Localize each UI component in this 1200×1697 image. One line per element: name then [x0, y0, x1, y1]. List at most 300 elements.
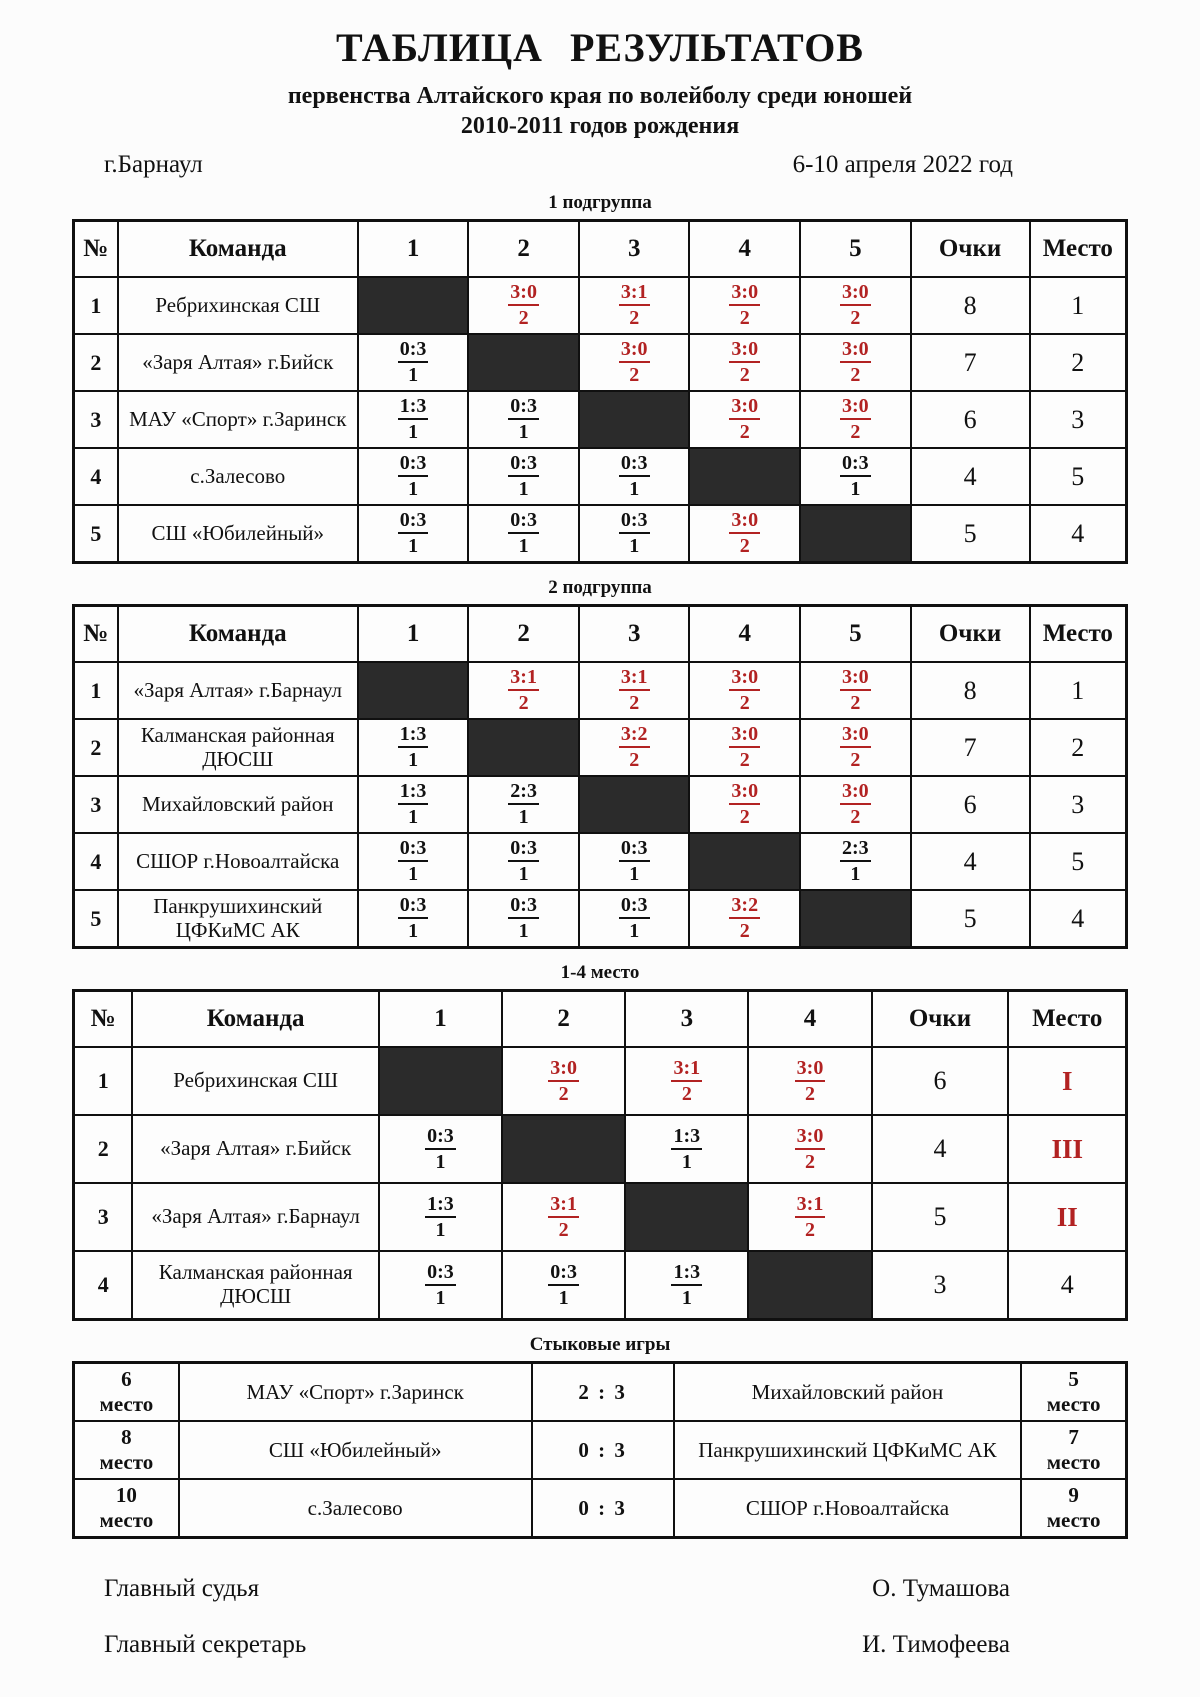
group-title-3: 1-4 место — [560, 962, 640, 983]
score-value: 3:0 — [548, 1058, 579, 1082]
score-value: 3:0 — [729, 339, 760, 363]
score-value: 0:3 — [508, 453, 539, 477]
score-value: 3:0 — [619, 339, 650, 363]
table-row — [74, 719, 1127, 776]
judge-label: Главный судья — [104, 1575, 260, 1602]
results-table-3 — [72, 989, 1128, 1321]
match-score — [804, 667, 907, 714]
score-value: 3:0 — [729, 282, 760, 306]
column-header: 5 — [800, 221, 911, 278]
team-cell: МАУ «Спорт» г.Заринск — [118, 391, 358, 448]
table-row — [74, 833, 1127, 890]
diagonal-cell — [748, 1251, 871, 1320]
score-value: 0:3 — [508, 895, 539, 919]
points-cell: 5 — [911, 890, 1030, 948]
match-cell — [502, 1251, 625, 1320]
match-cell — [468, 505, 579, 563]
place-cell: 5 — [1030, 833, 1127, 890]
match-score — [693, 781, 796, 828]
match-cell — [748, 1183, 871, 1251]
column-header: Очки — [911, 606, 1030, 663]
secretary-name: И. Тимофеева — [862, 1631, 1010, 1658]
row-number-cell: 4 — [74, 448, 118, 505]
match-score — [583, 339, 686, 386]
score-value: 0:3 — [548, 1262, 579, 1286]
column-header: 2 — [468, 221, 579, 278]
column-header: Команда — [118, 606, 358, 663]
score-value: 0:3 — [619, 838, 650, 862]
playoff-team-right-cell: СШОР г.Новоалтайска — [674, 1479, 1021, 1538]
playoffs-title: Стыковые игры — [529, 1334, 671, 1355]
header-row — [74, 606, 1127, 663]
column-header: 3 — [579, 606, 690, 663]
points-cell: 4 — [872, 1115, 1009, 1183]
team-cell: Калманская районная ДЮСШ — [132, 1251, 378, 1320]
sets-points: 2 — [739, 307, 750, 329]
sets-points: 1 — [629, 920, 640, 942]
team-cell: «Заря Алтая» г.Барнаул — [118, 662, 358, 719]
column-header: 3 — [579, 221, 690, 278]
match-cell — [358, 505, 469, 563]
score-value: 3:0 — [729, 396, 760, 420]
column-header: № — [74, 991, 133, 1048]
score-value: 0:3 — [619, 453, 650, 477]
sets-points: 1 — [518, 421, 529, 443]
score-value: 1:3 — [425, 1194, 456, 1218]
score-value: 1:3 — [671, 1262, 702, 1286]
match-cell — [468, 833, 579, 890]
match-score — [583, 510, 686, 557]
column-header: 3 — [625, 991, 748, 1048]
score-value: 3:0 — [795, 1126, 826, 1150]
sets-points: 1 — [408, 478, 419, 500]
match-score — [804, 453, 907, 500]
row-number-cell: 3 — [74, 391, 118, 448]
score-value: 0:3 — [425, 1126, 456, 1150]
place-number: 10 — [115, 1482, 137, 1507]
points-cell: 7 — [911, 334, 1030, 391]
subtitle-line1: первенства Алтайского края по волейболу среди юношей — [287, 83, 913, 109]
playoff-place-right-cell — [1021, 1363, 1126, 1422]
match-score — [383, 1126, 498, 1173]
score-value: 3:0 — [795, 1058, 826, 1082]
match-cell — [800, 719, 911, 776]
match-cell — [689, 334, 800, 391]
sets-points: 2 — [518, 692, 529, 714]
score-value: 3:1 — [671, 1058, 702, 1082]
column-header: Место — [1030, 606, 1127, 663]
match-cell — [502, 1047, 625, 1115]
points-cell: 4 — [911, 833, 1030, 890]
playoff-place-left-cell — [74, 1363, 179, 1422]
match-cell — [800, 833, 911, 890]
row-number-cell: 1 — [74, 277, 118, 334]
sets-points: 2 — [739, 364, 750, 386]
place-cell: 2 — [1030, 334, 1127, 391]
points-cell: 5 — [872, 1183, 1009, 1251]
diagonal-cell — [502, 1115, 625, 1183]
diagonal-cell — [689, 448, 800, 505]
column-header: 5 — [800, 606, 911, 663]
score-value: 0:3 — [425, 1262, 456, 1286]
match-score — [472, 282, 575, 329]
playoff-team-right-cell: Панкрушихинский ЦФКиМС АК — [674, 1421, 1021, 1479]
diagonal-cell — [358, 662, 469, 719]
match-score — [362, 453, 465, 500]
place-cell: III — [1008, 1115, 1126, 1183]
sets-points: 2 — [739, 806, 750, 828]
score-value: 3:0 — [508, 282, 539, 306]
meta-row — [72, 151, 1128, 179]
score-value: 3:2 — [729, 895, 760, 919]
row-number-cell: 2 — [74, 1115, 133, 1183]
row-number-cell: 2 — [74, 719, 118, 776]
column-header: 4 — [689, 221, 800, 278]
diagonal-cell — [625, 1183, 748, 1251]
score-value: 3:0 — [729, 667, 760, 691]
score-value: 3:0 — [840, 667, 871, 691]
match-cell — [689, 719, 800, 776]
score-value: 3:0 — [840, 339, 871, 363]
score-value: 0:3 — [398, 838, 429, 862]
score-value: 3:0 — [729, 510, 760, 534]
playoff-team-left-cell: МАУ «Спорт» г.Заринск — [179, 1363, 532, 1422]
place-word: место — [99, 1392, 154, 1416]
points-cell: 8 — [911, 662, 1030, 719]
match-score — [383, 1194, 498, 1241]
sets-points: 2 — [805, 1150, 816, 1173]
score-value: 3:1 — [508, 667, 539, 691]
match-score — [506, 1262, 621, 1309]
match-cell — [689, 391, 800, 448]
sets-points: 1 — [435, 1150, 446, 1173]
match-cell — [358, 776, 469, 833]
match-score — [804, 781, 907, 828]
diagonal-cell — [468, 334, 579, 391]
sets-points: 1 — [518, 478, 529, 500]
sets-points: 2 — [558, 1218, 569, 1241]
score-value: 2:3 — [840, 838, 871, 862]
sets-points: 2 — [629, 749, 640, 771]
sets-points: 2 — [805, 1218, 816, 1241]
match-cell — [748, 1115, 871, 1183]
match-score — [804, 724, 907, 771]
table-row — [74, 776, 1127, 833]
column-header: 2 — [468, 606, 579, 663]
playoff-place-right-cell — [1021, 1479, 1126, 1538]
score-value: 3:1 — [619, 282, 650, 306]
match-score — [472, 895, 575, 942]
score-value: 3:2 — [619, 724, 650, 748]
match-cell — [579, 448, 690, 505]
match-cell — [468, 890, 579, 948]
match-cell — [579, 662, 690, 719]
table-row — [74, 1047, 1127, 1115]
score-value: 2:3 — [508, 781, 539, 805]
column-header: 1 — [379, 991, 502, 1048]
row-number-cell: 3 — [74, 776, 118, 833]
place-word: место — [1046, 1392, 1101, 1416]
score-value: 3:0 — [840, 282, 871, 306]
match-score — [693, 282, 796, 329]
column-header: № — [74, 606, 118, 663]
playoff-score-cell: 0 : 3 — [532, 1479, 674, 1538]
score-value: 0:3 — [508, 510, 539, 534]
score-value: 0:3 — [398, 339, 429, 363]
place-word: место — [1046, 1508, 1101, 1532]
playoff-row — [74, 1421, 1127, 1479]
sets-points: 1 — [408, 806, 419, 828]
sets-points: 2 — [850, 806, 861, 828]
match-cell — [625, 1115, 748, 1183]
sets-points: 1 — [408, 749, 419, 771]
table-row — [74, 277, 1127, 334]
match-cell — [689, 890, 800, 948]
match-cell — [748, 1047, 871, 1115]
match-cell — [468, 776, 579, 833]
row-number-cell: 2 — [74, 334, 118, 391]
team-cell: Калманская районная ДЮСШ — [118, 719, 358, 776]
group-title-2: 2 подгруппа — [548, 577, 652, 598]
column-header: Место — [1030, 221, 1127, 278]
sets-points: 2 — [805, 1082, 816, 1105]
place-cell: 2 — [1030, 719, 1127, 776]
sets-points: 1 — [518, 920, 529, 942]
match-score — [506, 1058, 621, 1105]
match-score — [693, 396, 796, 443]
score-value: 3:0 — [729, 781, 760, 805]
sets-points: 2 — [739, 692, 750, 714]
match-score — [583, 667, 686, 714]
score-value: 0:3 — [398, 453, 429, 477]
match-cell — [502, 1183, 625, 1251]
match-score — [383, 1262, 498, 1309]
match-cell — [800, 277, 911, 334]
match-cell — [579, 890, 690, 948]
subtitle-line2: 2010-2011 годов рождения — [460, 113, 740, 139]
match-cell — [468, 662, 579, 719]
sets-points: 2 — [629, 364, 640, 386]
playoff-row — [74, 1363, 1127, 1422]
row-number-cell: 4 — [74, 833, 118, 890]
match-score — [629, 1058, 744, 1105]
place-cell: 3 — [1030, 776, 1127, 833]
team-cell: Михайловский район — [118, 776, 358, 833]
match-score — [693, 510, 796, 557]
match-cell — [379, 1183, 502, 1251]
place-number: 8 — [121, 1424, 132, 1449]
match-score — [362, 895, 465, 942]
playoffs-table — [72, 1361, 1128, 1539]
place-cell: 5 — [1030, 448, 1127, 505]
score-value: 3:1 — [795, 1194, 826, 1218]
column-header: № — [74, 221, 118, 278]
match-cell — [468, 448, 579, 505]
column-header: Команда — [118, 221, 358, 278]
team-cell: с.Залесово — [118, 448, 358, 505]
points-cell: 5 — [911, 505, 1030, 563]
team-cell: СШ «Юбилейный» — [118, 505, 358, 563]
sets-points: 2 — [629, 307, 640, 329]
table-row — [74, 1183, 1127, 1251]
score-value: 1:3 — [398, 724, 429, 748]
match-cell — [625, 1047, 748, 1115]
judge-signature-row — [72, 1575, 1128, 1603]
score-value: 1:3 — [398, 781, 429, 805]
sets-points: 1 — [850, 478, 861, 500]
match-score — [583, 282, 686, 329]
points-cell: 4 — [911, 448, 1030, 505]
diagonal-cell — [358, 277, 469, 334]
points-cell: 6 — [911, 391, 1030, 448]
sets-points: 1 — [518, 535, 529, 557]
column-header: Команда — [132, 991, 378, 1048]
table-row — [74, 1115, 1127, 1183]
match-cell — [689, 505, 800, 563]
team-cell: Ребрихинская СШ — [118, 277, 358, 334]
match-score — [804, 282, 907, 329]
place-cell: 4 — [1030, 890, 1127, 948]
score-value: 0:3 — [840, 453, 871, 477]
sets-points: 2 — [518, 307, 529, 329]
results-table-2 — [72, 604, 1128, 949]
score-value: 3:1 — [619, 667, 650, 691]
row-number-cell: 3 — [74, 1183, 133, 1251]
match-cell — [579, 334, 690, 391]
match-cell — [625, 1251, 748, 1320]
sets-points: 2 — [850, 364, 861, 386]
table-row — [74, 1251, 1127, 1320]
header-row — [74, 221, 1127, 278]
match-score — [506, 1194, 621, 1241]
match-score — [752, 1058, 867, 1105]
diagonal-cell — [689, 833, 800, 890]
sets-points: 1 — [435, 1286, 446, 1309]
diagonal-cell — [579, 776, 690, 833]
match-score — [629, 1126, 744, 1173]
sets-points: 2 — [850, 749, 861, 771]
column-header: 1 — [358, 221, 469, 278]
score-value: 0:3 — [619, 895, 650, 919]
points-cell: 3 — [872, 1251, 1009, 1320]
page-title: ТАБЛИЦА РЕЗУЛЬТАТОВ — [336, 25, 864, 70]
playoff-row — [74, 1479, 1127, 1538]
sets-points: 1 — [681, 1286, 692, 1309]
judge-name: О. Тумашова — [872, 1575, 1010, 1602]
score-value: 1:3 — [671, 1126, 702, 1150]
match-score — [362, 838, 465, 885]
sets-points: 1 — [435, 1218, 446, 1241]
team-cell: «Заря Алтая» г.Бийск — [132, 1115, 378, 1183]
place-number: 5 — [1068, 1366, 1079, 1391]
sets-points: 1 — [629, 863, 640, 885]
match-cell — [800, 334, 911, 391]
row-number-cell: 1 — [74, 1047, 133, 1115]
match-cell — [800, 448, 911, 505]
sets-points: 2 — [739, 535, 750, 557]
score-value: 3:1 — [548, 1194, 579, 1218]
place-cell: 3 — [1030, 391, 1127, 448]
table-row — [74, 391, 1127, 448]
column-header: Место — [1008, 991, 1126, 1048]
dates: 6-10 апреля 2022 год — [792, 151, 1013, 178]
diagonal-cell — [800, 890, 911, 948]
match-score — [362, 724, 465, 771]
score-value: 0:3 — [398, 895, 429, 919]
match-score — [362, 781, 465, 828]
score-value: 3:0 — [840, 781, 871, 805]
playoff-place-right-cell — [1021, 1421, 1126, 1479]
match-cell — [379, 1251, 502, 1320]
sets-points: 2 — [739, 749, 750, 771]
sets-points: 1 — [629, 478, 640, 500]
score-value: 0:3 — [508, 838, 539, 862]
score-value: 3:0 — [840, 396, 871, 420]
match-score — [583, 453, 686, 500]
match-score — [804, 339, 907, 386]
match-score — [362, 510, 465, 557]
match-cell — [579, 719, 690, 776]
match-cell — [579, 277, 690, 334]
match-score — [752, 1194, 867, 1241]
group-tables-container — [72, 192, 1128, 1321]
table-row — [74, 505, 1127, 563]
results-table-1 — [72, 219, 1128, 564]
points-cell: 6 — [911, 776, 1030, 833]
group-title-1: 1 подгруппа — [548, 192, 652, 213]
sets-points: 2 — [681, 1082, 692, 1105]
table-row — [74, 890, 1127, 948]
diagonal-cell — [800, 505, 911, 563]
sets-points: 2 — [850, 421, 861, 443]
match-score — [752, 1126, 867, 1173]
sets-points: 1 — [681, 1150, 692, 1173]
sets-points: 1 — [518, 863, 529, 885]
match-score — [472, 667, 575, 714]
place-word: место — [99, 1508, 154, 1532]
match-cell — [468, 277, 579, 334]
place-cell: II — [1008, 1183, 1126, 1251]
place-cell: 1 — [1030, 662, 1127, 719]
sets-points: 2 — [629, 692, 640, 714]
sets-points: 1 — [850, 863, 861, 885]
match-cell — [689, 776, 800, 833]
playoff-score-cell: 0 : 3 — [532, 1421, 674, 1479]
place-number: 6 — [121, 1366, 132, 1391]
sets-points: 1 — [518, 806, 529, 828]
points-cell: 6 — [872, 1047, 1009, 1115]
playoff-team-left-cell: СШ «Юбилейный» — [179, 1421, 532, 1479]
match-cell — [689, 662, 800, 719]
sets-points: 1 — [408, 421, 419, 443]
row-number-cell: 1 — [74, 662, 118, 719]
sets-points: 1 — [408, 920, 419, 942]
score-value: 0:3 — [619, 510, 650, 534]
match-score — [583, 895, 686, 942]
secretary-signature-row — [72, 1631, 1128, 1659]
diagonal-cell — [468, 719, 579, 776]
match-cell — [689, 277, 800, 334]
column-header: 4 — [748, 991, 871, 1048]
match-cell — [358, 890, 469, 948]
column-header: 2 — [502, 991, 625, 1048]
score-value: 3:0 — [840, 724, 871, 748]
team-cell: Ребрихинская СШ — [132, 1047, 378, 1115]
sets-points: 1 — [558, 1286, 569, 1309]
playoff-team-left-cell: с.Залесово — [179, 1479, 532, 1538]
place-cell: 4 — [1008, 1251, 1126, 1320]
score-value: 0:3 — [398, 510, 429, 534]
